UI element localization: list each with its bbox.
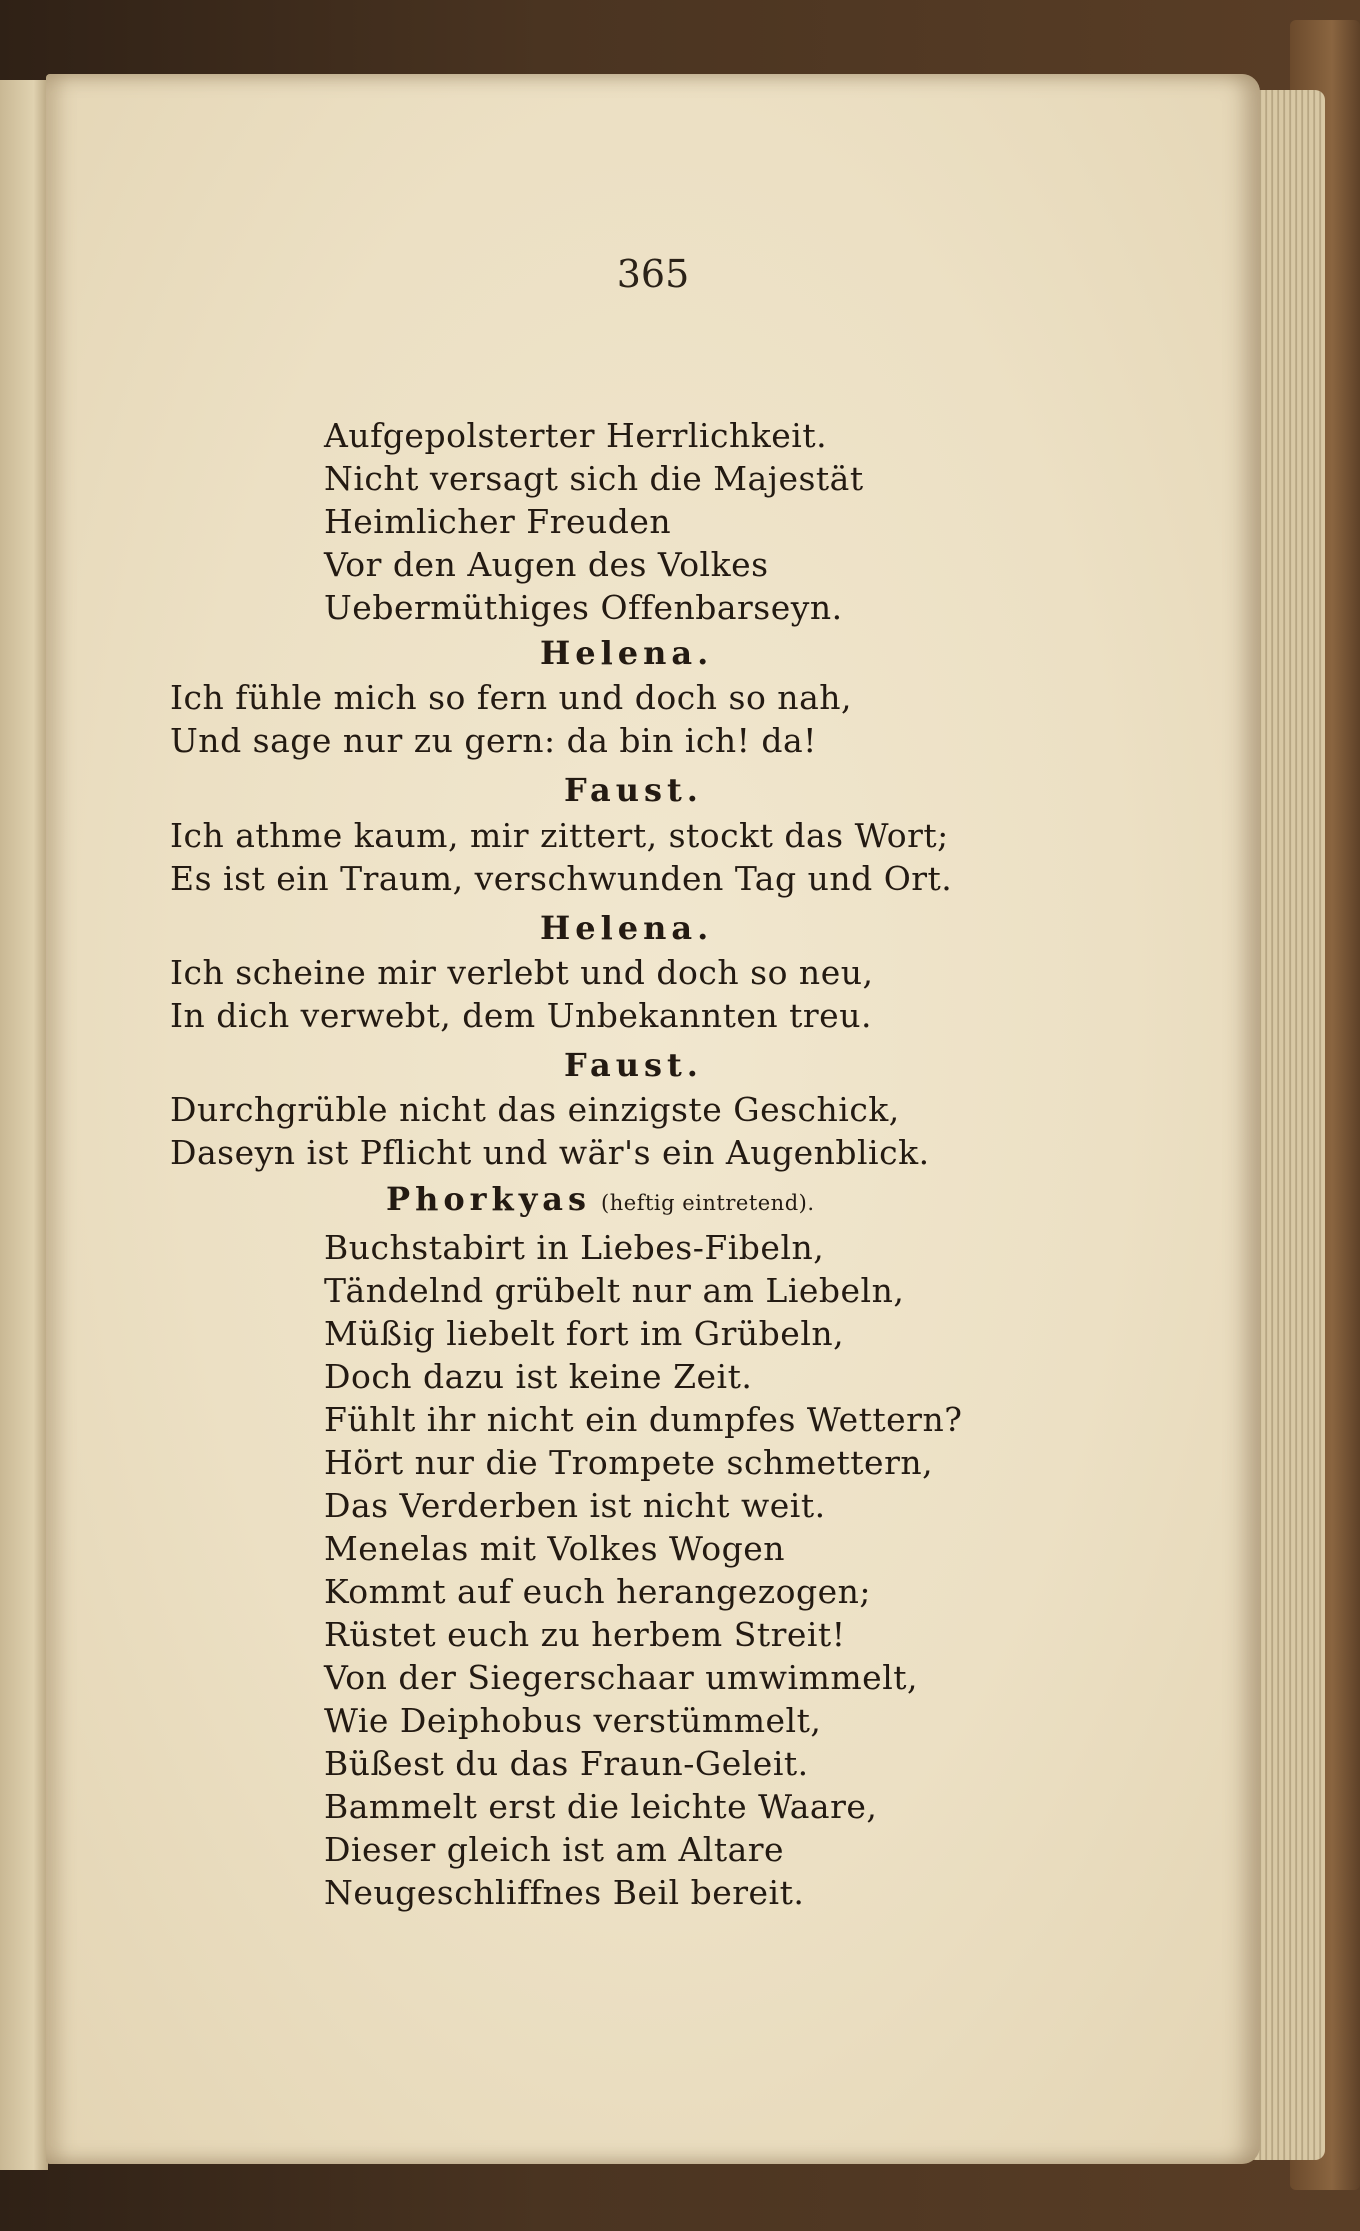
verse-line: Hört nur die Trompete schmettern,: [324, 1443, 934, 1482]
verse-line: Ich scheine mir verlebt und doch so neu,: [170, 953, 874, 992]
verse-line: Neugeschliffnes Beil bereit.: [324, 1873, 805, 1912]
verse-line: Dieser gleich ist am Altare: [324, 1830, 785, 1869]
page-stack-edges: [1250, 90, 1325, 2160]
verse-line: Kommt auf euch herangezogen;: [324, 1572, 872, 1611]
speaker-name: Phorkyas: [386, 1180, 592, 1218]
verse-line: Von der Siegerschaar umwimmelt,: [324, 1658, 918, 1697]
verse-line: Doch dazu ist keine Zeit.: [324, 1357, 753, 1396]
verse-line: Durchgrüble nicht das einzigste Geschick,: [170, 1090, 900, 1129]
verse-line: Nicht versagt sich die Majestät: [324, 459, 864, 498]
page-number: 365: [616, 252, 690, 296]
verse-line: Vor den Augen des Volkes: [324, 545, 769, 584]
verse-line: Büßest du das Fraun-Geleit.: [324, 1744, 809, 1783]
speaker-name: Helena.: [540, 909, 714, 947]
verse-line: Rüstet euch zu herbem Streit!: [324, 1615, 846, 1654]
stage-direction: (heftig eintretend).: [601, 1191, 815, 1215]
speaker-name: Helena.: [540, 634, 714, 672]
verse-line: Müßig liebelt fort im Grübeln,: [324, 1314, 845, 1353]
verse-line: Daseyn ist Pflicht und wär's ein Augenblick.: [170, 1133, 930, 1172]
left-page-edge: [0, 80, 48, 2170]
speaker-name: Faust.: [564, 771, 703, 809]
verse-line: Bammelt erst die leichte Waare,: [324, 1787, 878, 1826]
verse-line: In dich verwebt, dem Unbekannten treu.: [170, 996, 872, 1035]
verse-line: Und sage nur zu gern: da bin ich! da!: [170, 721, 817, 760]
speaker-line: [386, 1178, 815, 1225]
verse-line: Das Verderben ist nicht weit.: [324, 1486, 826, 1525]
verse-line: Buchstabirt in Liebes-Fibeln,: [324, 1228, 825, 1267]
verse-line: Menelas mit Volkes Wogen: [324, 1529, 785, 1568]
speaker-name: Faust.: [564, 1046, 703, 1084]
verse-line: Ich athme kaum, mir zittert, stockt das Wort;: [170, 816, 949, 855]
verse-line: Aufgepolsterter Herrlichkeit.: [324, 416, 828, 455]
verse-line: Uebermüthiges Offenbarseyn.: [324, 588, 843, 627]
page-text: [46, 74, 1260, 2164]
verse-line: Tändelnd grübelt nur am Liebeln,: [324, 1271, 905, 1310]
verse-line: Es ist ein Traum, verschwunden Tag und Ort.: [170, 859, 953, 898]
verse-line: Heimlicher Freuden: [324, 502, 672, 541]
verse-line: Fühlt ihr nicht ein dumpfes Wettern?: [324, 1400, 963, 1439]
verse-line: Ich fühle mich so fern und doch so nah,: [170, 678, 852, 717]
verse-line: Wie Deiphobus verstümmelt,: [324, 1701, 822, 1740]
book-page: [46, 74, 1260, 2164]
